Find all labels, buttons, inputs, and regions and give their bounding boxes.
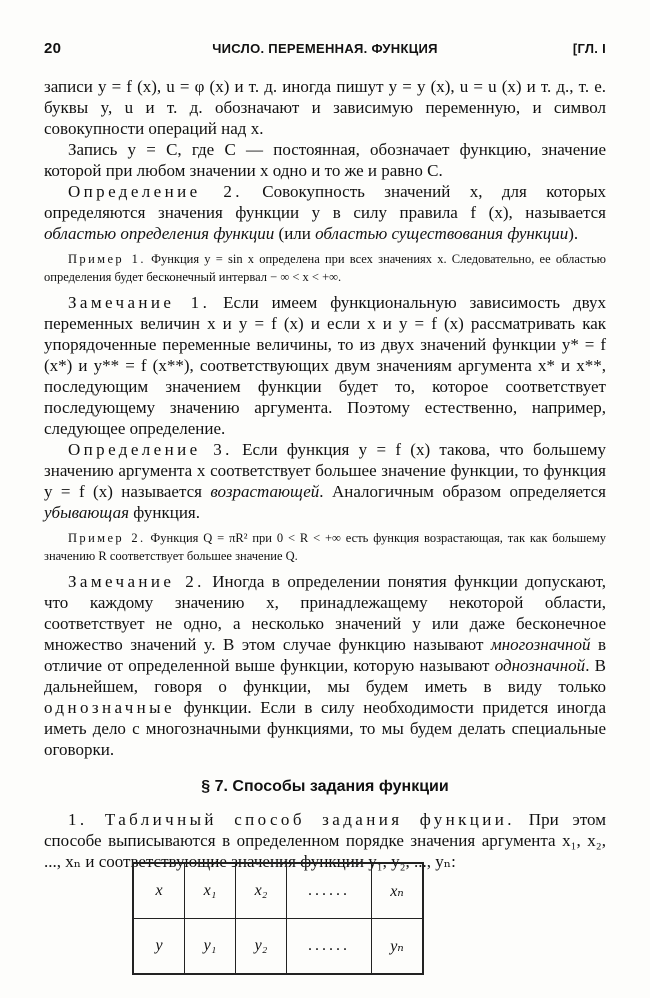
term-decreasing: убывающая [44,503,130,522]
table-cell: x [133,863,185,919]
table-row-x [133,863,423,919]
page-header [44,40,606,60]
page-body [44,76,606,872]
remark-2: Замечание 2. Иногда в определении понятия функции допускают, что каждому значению x, принадлежащему некоторой области, соответствует не одно, а несколько значений y или даже бесконечное множество значений y. В этом случае функцию называют многозначной в отличие от определенной выше функции, которую называют однозначной. В дальнейшем, говоря о функции, мы будем иметь в виду только однозначные функции. Если в силу необходимости придется иногда иметь дело с многозначными функциями, то мы будем делать специальные оговорки. [44,572,607,759]
spaced-single-valued: однозначные [44,698,175,717]
table-cell: y [133,919,185,975]
term-multivalued: многозначной [490,635,591,654]
definition-3-label: Определение 3. [68,440,233,459]
table-cell: y₂ [236,919,287,975]
page-number: 20 [44,40,62,57]
table-cell: xₙ [372,863,424,919]
paragraph-constant: Запись y = C, где C — постоянная, обозначает функцию, значение которой при любом значении x одно и то же и равно C. [44,140,606,180]
example-1-label: Пример 1. [68,252,146,266]
tabular-method-label: 1. Табличный способ задания функции. [68,810,515,829]
paragraph-notation: записи y = f (x), u = φ (x) и т. д. иногда пишут y = y (x), u = u (x) и т. д., т. е. буквы y, u и т. д. обозначают и зависимую переменную, и символ совокупности операций над x. [44,77,606,138]
term-existence-domain: областью существования функции [315,224,569,243]
chapter-label: [ГЛ. I [572,41,606,56]
remark-1: Замечание 1. Если имеем функциональную зависимость двух переменных величин x и y = f (x) и если x и y = f (x) рассматривать как упорядоченные переменные величины, то из двух значений функции y* = f (x*) и y** = f (x**), соответствующих двум значениям аргумента x* и x**, последующим значением функции будет то, которое соответствует последующему значению аргумента. Поэтому естественно, например, следующее определение. [44,293,607,438]
function-table [132,862,424,975]
table-cell: x₁ [185,863,236,919]
table-cell: ...... [287,919,372,975]
table-cell: ...... [287,863,372,919]
remark-2-label: Замечание 2. [68,572,205,591]
table-row-y [133,919,423,975]
running-title: ЧИСЛО. ПЕРЕМЕННАЯ. ФУНКЦИЯ [212,41,438,56]
tabular-method-paragraph: 1. Табличный способ задания функции. При этом способе выписываются в определенном порядке значения аргумента x₁, x₂, ..., xₙ и соответствующие значения функции y₁, y₂, ..., yₙ: [44,810,606,871]
example-2: Пример 2. Функция Q = πR² при 0 < R < +∞ есть функция возрастающая, так как большему значению R соответствует большее значение Q. [44,531,606,563]
table-cell: yₙ [372,919,424,975]
term-domain: областью определения функции [44,224,275,243]
term-single-valued: однозначной [494,656,586,675]
remark-1-label: Замечание 1. [68,293,211,312]
example-2-label: Пример 2. [68,531,146,545]
definition-3: Определение 3. Если функция y = f (x) такова, что большему значению аргумента x соответствует большее значение функции, то функция y = f (x) называется возрастающей. Аналогичным образом определяется убывающая функция. [44,440,607,522]
example-1: Пример 1. Функция y = sin x определена при всех значениях x. Следовательно, ее областью определения будет бесконечный интервал − ∞ < x < +∞. [44,252,606,284]
definition-2: Определение 2. Совокупность значений x, для которых определяются значения функции y в силу правила f (x), называется областью определения функции (или областью существования функции). [44,182,607,243]
table-cell: x₂ [236,863,287,919]
definition-2-label: Определение 2. [68,182,243,201]
term-increasing: возрастающей [210,482,320,501]
section-heading: § 7. Способы задания функции [201,778,449,795]
table-cell: y₁ [185,919,236,975]
